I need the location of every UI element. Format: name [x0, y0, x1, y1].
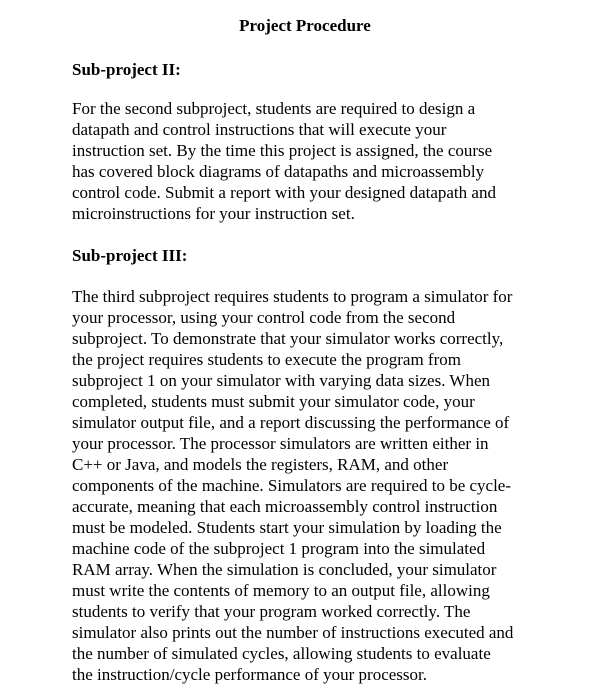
paragraph-line: C++ or Java, and models the registers, RAM, and other	[72, 455, 449, 474]
paragraph-line: simulator also prints out the number of instructions executed and	[72, 623, 514, 642]
paragraph-line: your processor. The processor simulators are written either in	[72, 434, 489, 453]
paragraph-line: the instruction/cycle performance of your processor.	[72, 665, 427, 684]
paragraph-line: completed, students must submit your simulator code, your	[72, 392, 475, 411]
paragraph-line: subproject 1 on your simulator with varying data sizes. When	[72, 371, 490, 390]
section-heading-subproject-2: Sub-project II:	[72, 60, 181, 79]
paragraph-line: must write the contents of memory to an output file, allowing	[72, 581, 490, 600]
paragraph-line: components of the machine. Simulators are required to be cycle-	[72, 476, 512, 495]
paragraph-line: machine code of the subproject 1 program into the simulated	[72, 539, 486, 558]
paragraph-line: instruction set. By the time this project is assigned, the course	[72, 141, 493, 160]
paragraph-line: control code. Submit a report with your designed datapath and	[72, 183, 496, 202]
paragraph-line: your processor, using your control code from the second	[72, 308, 456, 327]
paragraph-line: datapath and control instructions that will execute your	[72, 120, 447, 139]
paragraph-line: simulator output file, and a report discussing the performance of	[72, 413, 510, 432]
paragraph-line: the number of simulated cycles, allowing students to evaluate	[72, 644, 491, 663]
paragraph-line: For the second subproject, students are required to design a	[72, 99, 476, 118]
paragraph-line: The third subproject requires students to program a simulator for	[72, 287, 513, 306]
paragraph-line: subproject. To demonstrate that your simulator works correctly,	[72, 329, 504, 348]
paragraph-line: students to verify that your program worked correctly. The	[72, 602, 471, 621]
section-paragraph-subproject-2	[72, 98, 552, 224]
paragraph-line: must be modeled. Students start your simulation by loading the	[72, 518, 502, 537]
paragraph-line: accurate, meaning that each microassembly control instruction	[72, 497, 498, 516]
paragraph-line: the project requires students to execute the program from	[72, 350, 461, 369]
paragraph-line: has covered block diagrams of datapaths and microassembly	[72, 162, 485, 181]
page-title: Project Procedure	[239, 16, 371, 35]
paragraph-line: microinstructions for your instruction set.	[72, 204, 355, 223]
paragraph-line: RAM array. When the simulation is concluded, your simulator	[72, 560, 497, 579]
section-paragraph-subproject-3	[72, 286, 552, 685]
section-heading-subproject-3: Sub-project III:	[72, 246, 188, 265]
